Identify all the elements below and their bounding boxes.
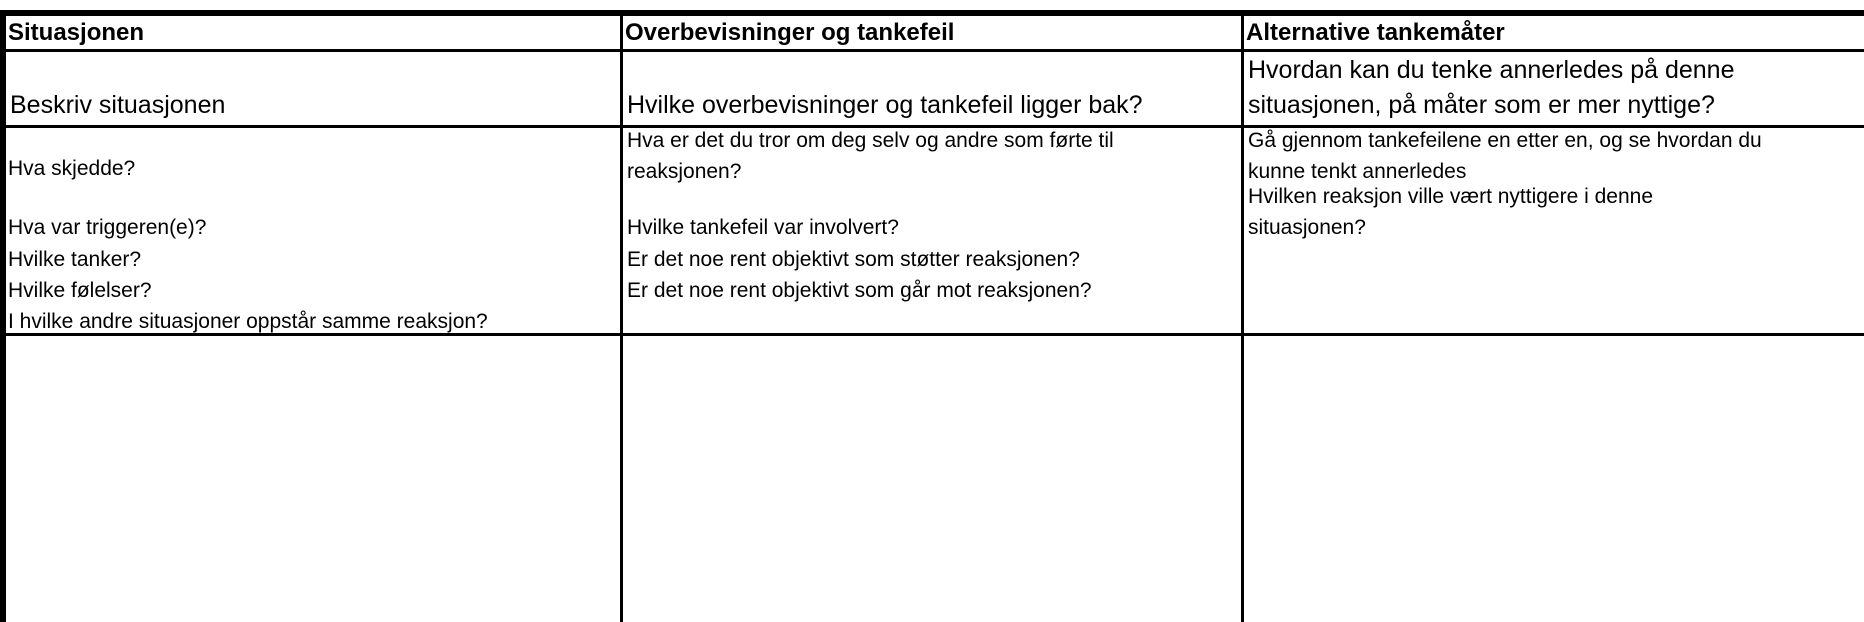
worksheet-table: [0, 10, 1864, 622]
header-alternatives-label: Alternative tankemåter: [1246, 19, 1505, 46]
header-beliefs: [623, 16, 1244, 52]
header-beliefs-label: Overbevisninger og tankefeil: [625, 19, 955, 46]
question-item: Hvilke tankefeil var involvert?: [627, 216, 899, 239]
header-situation-label: Situasjonen: [8, 19, 145, 46]
prompt-situation: [6, 52, 623, 128]
question-item: Hvilke følelser?: [8, 279, 152, 302]
question-item: Hva var triggeren(e)?: [8, 216, 207, 239]
entry-situation-cell[interactable]: [6, 336, 623, 622]
question-item: Er det noe rent objektivt som støtter reaksjonen?: [627, 248, 1080, 271]
questions-beliefs: [623, 128, 1244, 336]
header-alternatives: [1244, 16, 1864, 52]
prompt-beliefs-text: Hvilke overbevisninger og tankefeil ligger bak?: [627, 91, 1143, 119]
prompt-situation-text: Beskriv situasjonen: [10, 91, 226, 119]
question-item: Gå gjennom tankefeilene en etter en, og se hvordan du kunne tenkt annerledes: [1248, 129, 1762, 183]
prompt-beliefs: [623, 52, 1244, 128]
questions-alternatives: [1244, 128, 1864, 336]
question-item: I hvilke andre situasjoner oppstår samme reaksjon?: [8, 310, 488, 333]
entry-alternatives-cell[interactable]: [1244, 336, 1864, 622]
question-item: Hva er det du tror om deg selv og andre som førte til reaksjonen?: [627, 129, 1114, 183]
question-item: Hvilke tanker?: [8, 248, 142, 271]
entry-beliefs-cell[interactable]: [623, 336, 1244, 622]
questions-situation: [6, 128, 623, 336]
prompt-alternatives-text: Hvordan kan du tenke annerledes på denne situasjonen, på måter som er mer nyttige?: [1248, 56, 1735, 119]
prompt-alternatives: [1244, 52, 1864, 128]
header-situation: [6, 16, 623, 52]
question-item: Hvilken reaksjon ville vært nyttigere i denne situasjonen?: [1248, 185, 1654, 239]
question-item: Er det noe rent objektivt som går mot reaksjonen?: [627, 279, 1092, 302]
worksheet-grid: [6, 16, 1864, 622]
question-item: Hva skjedde?: [8, 157, 136, 180]
